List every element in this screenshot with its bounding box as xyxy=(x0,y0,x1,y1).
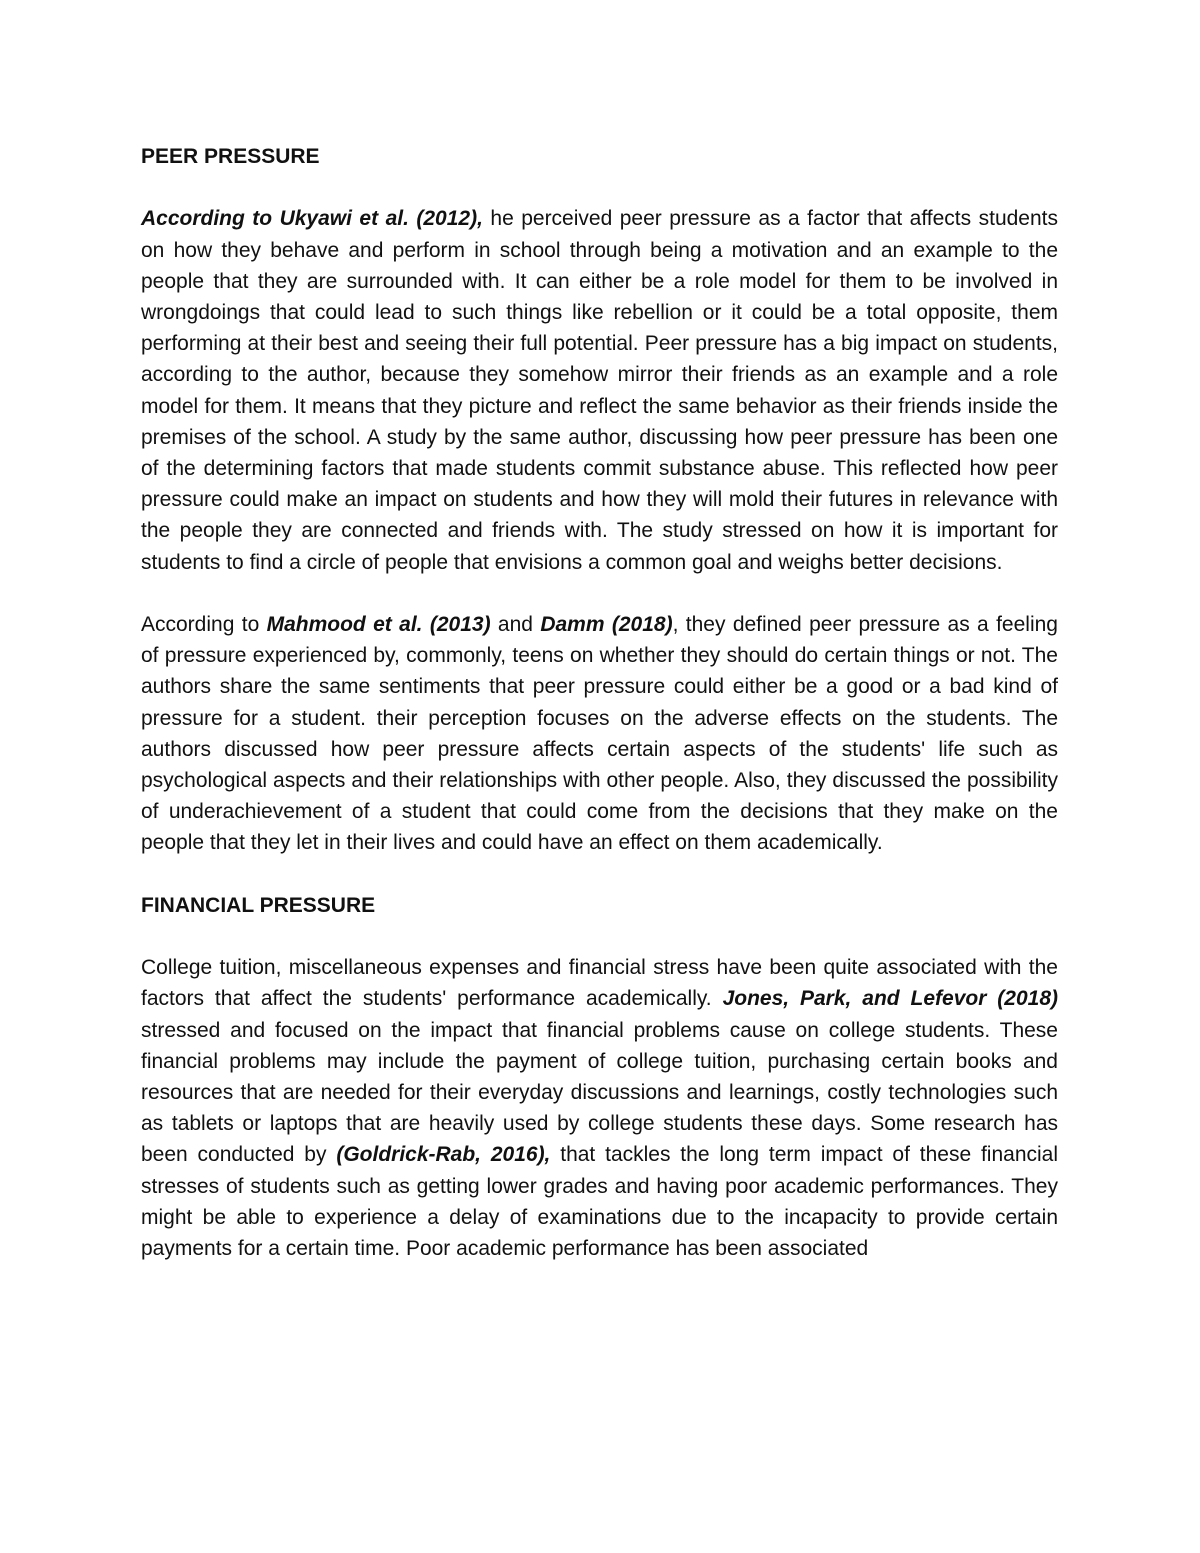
peer-pressure-paragraph-1 xyxy=(141,203,1058,577)
paragraph-middle: stressed and focused on the impact that financial problems cause on college students. These financial problems may include the payment of college tuition, purchasing certain books and resources that are needed for their everyday discussions and learnings, costly technologies such as tablets or laptops that are heavily used by college students these days. Some research has been conducted by xyxy=(141,1018,1058,1167)
citation-ukyawi: According to Ukyawi et al. (2012), xyxy=(141,207,483,231)
citation-damm: Damm (2018) xyxy=(540,613,673,637)
peer-pressure-heading: PEER PRESSURE xyxy=(141,145,320,168)
financial-pressure-heading: FINANCIAL PRESSURE xyxy=(141,893,376,917)
citation-mahmood: Mahmood et al. (2013) xyxy=(266,613,491,637)
citation-goldrick-rab: (Goldrick-Rab, 2016), xyxy=(336,1143,551,1167)
document-body xyxy=(141,141,1058,1264)
paragraph-text: that tackles the long term impact of these financial stresses of students such as getting lower grades and having poor academic performances. They might be able to experience a delay of examinations due to the incapacity to provide certain payments for a certain time. Poor academic performance has been associated xyxy=(141,1143,1059,1261)
paragraph-lead: According to xyxy=(141,613,267,637)
paragraph-text: he perceived peer pressure as a factor that affects students on how they behave and perform in school through being a motivation and an example to the people that they are surrounded with. It can either be a role model for them to be involved in wrongdoings that could lead to such things like rebellion or it could be a total opposite, them performing at their best and seeing their full potential. Peer pressure has a big impact on students, according to the author, because they somehow mirror their friends as an example and a role model for them. It means that they picture and reflect the same behavior as their friends inside the premises of the school. A study by the same author, discussing how peer pressure has been one of the determining factors that made students commit substance abuse. This reflected how peer pressure could make an impact on students and how they will mold their futures in relevance with the people they are connected and friends with. The study stressed on how it is important for students to find a circle of people that envisions a common goal and weighs better decisions. xyxy=(141,207,1058,574)
spacer xyxy=(141,859,1058,890)
paragraph-text: , they defined peer pressure as a feeling of pressure experienced by, commonly, teens on whether they should do certain things or not. The authors share the same sentiments that peer pressure could either be a good or a bad kind of pressure for a student. their perception focuses on the adverse effects on the students. The authors discussed how peer pressure affects certain aspects of the students' life such as psychological aspects and their relationships with other people. Also, they discussed the possibility of underachievement of a student that could come from the decisions that they make on the people that they let in their lives and could have an effect on them academically. xyxy=(141,613,1058,855)
paragraph-connector: and xyxy=(490,613,541,637)
financial-pressure-paragraph-1 xyxy=(141,952,1058,1264)
spacer xyxy=(141,578,1058,609)
spacer xyxy=(141,921,1058,952)
citation-jones-park-lefevor: Jones, Park, and Lefevor (2018) xyxy=(722,987,1059,1011)
spacer xyxy=(141,172,1058,203)
paragraph-lead: College tuition, miscellaneous expenses and financial stress have been quite associated with the factors that affect the students' performance academically. xyxy=(141,956,1058,1011)
peer-pressure-paragraph-2 xyxy=(141,609,1058,859)
